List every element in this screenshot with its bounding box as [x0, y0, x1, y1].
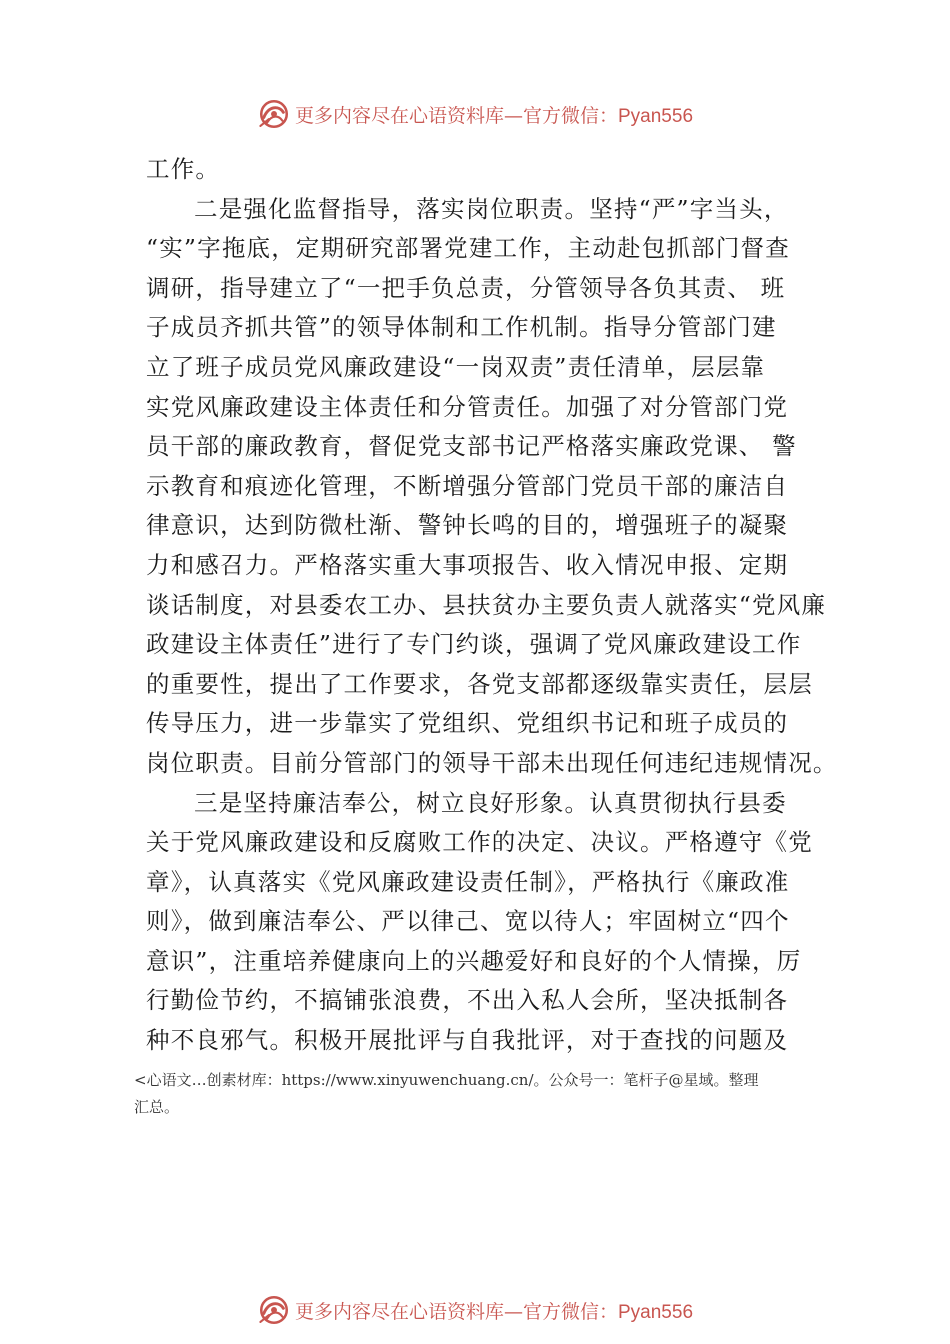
body-line: 传导压力，进一步靠实了党组织、党组织书记和班子成员的 [146, 709, 789, 738]
red-swirl-logo-icon [257, 1293, 291, 1327]
body-line: 实党风廉政建设主体责任和分管责任。加强了对分管部门党 [146, 392, 789, 421]
source-footnote [134, 1067, 854, 1121]
header-banner-text: 更多内容尽在心语资料库—官方微信：Pyan556 [294, 104, 694, 127]
body-line: 章》，认真落实《党风廉政建设责任制》，严格执行《廉政准 [146, 867, 790, 896]
body-line: 立了班子成员党风廉政建设“一岗双责”责任清单，层层靠 [146, 352, 766, 381]
body-line: 员干部的廉政教育，督促党支部书记严格落实廉政党课、 警 [146, 432, 797, 461]
footer-banner [0, 1290, 950, 1330]
red-swirl-logo-icon [257, 97, 291, 131]
body-line: 示教育和痕迹化管理，不断增强分管部门党员干部的廉洁自 [146, 471, 789, 500]
body-line: 力和感召力。严格落实重大事项报告、收入情况申报、定期 [146, 550, 789, 579]
body-line: 政建设主体责任”进行了专门约谈，强调了党风廉政建设工作 [146, 630, 802, 659]
body-line: 谈话制度，对县委农工办、县扶贫办主要负责人就落实“党风廉 [146, 590, 827, 619]
body-line: 二是强化监督指导，落实岗位职责。坚持“严”字当头， [194, 194, 789, 223]
body-line: 则》，做到廉洁奉公、严以律己、宽以待人；牢固树立“四个 [146, 907, 790, 936]
body-line: 工作。 [146, 155, 221, 183]
header-wechat-id: Pyan556 [618, 105, 694, 127]
body-line: 意识”，注重培养健康向上的兴趣爱好和良好的个人情操，厉 [146, 946, 802, 975]
body-line: “实”字拖底，定期研究部署党建工作，主动赴包抓部门督查 [146, 234, 790, 263]
footnote-line-1: <心语文…创素材库：https://www.xinyuwenchuang.cn/。公众号一：笔杆子@星域。整理 [134, 1071, 759, 1089]
body-line: 关于党风廉政建设和反腐败工作的决定、决议。严格遵守《党 [146, 828, 813, 857]
header-banner [0, 94, 950, 134]
body-line: 的重要性，提出了工作要求，各党支部都逐级靠实责任，层层 [146, 669, 813, 698]
footer-wechat-id: Pyan556 [618, 1301, 694, 1323]
footer-banner-text: 更多内容尽在心语资料库—官方微信：Pyan556 [294, 1300, 694, 1323]
body-line: 调研，指导建立了“一把手负总责，分管领导各负其责、 班 [146, 273, 786, 302]
body-line: 子成员齐抓共管”的领导体制和工作机制。指导分管部门建 [146, 313, 777, 342]
footnote-line-2: 汇总。 [134, 1098, 180, 1116]
document-body [146, 150, 846, 1061]
body-line: 行勤俭节约，不搞铺张浪费，不出入私人会所，坚决抵制各 [146, 986, 789, 1015]
body-line: 岗位职责。目前分管部门的领导干部未出现任何违纪违规情况。 [146, 748, 838, 777]
body-line: 律意识，达到防微杜渐、警钟长鸣的目的，增强班子的凝聚 [146, 511, 789, 540]
body-line: 种不良邪气。积极开展批评与自我批评，对于查找的问题及 [146, 1026, 789, 1055]
body-line: 三是坚持廉洁奉公，树立良好形象。认真贯彻执行县委 [194, 788, 787, 817]
